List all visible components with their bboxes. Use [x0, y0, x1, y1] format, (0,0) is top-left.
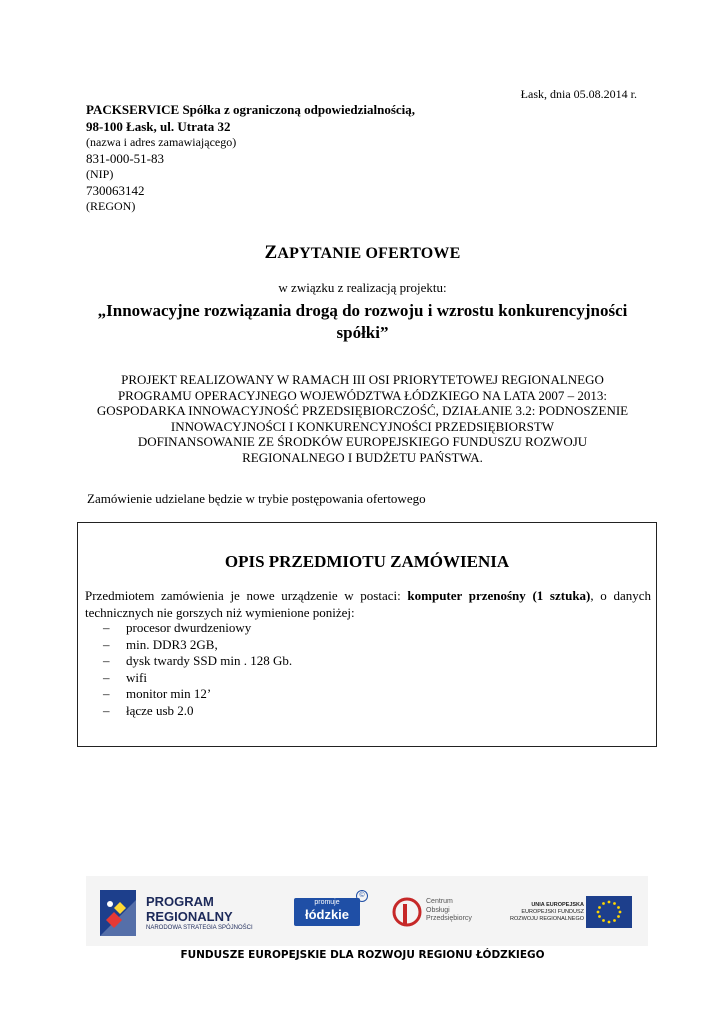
procedure-note: Zamówienie udzielane będzie w trybie postępowania ofertowego — [87, 491, 426, 506]
list-item — [103, 670, 292, 687]
eu-line-1: UNIA EUROPEJSKA — [531, 902, 584, 908]
dash-bullet: – — [103, 686, 110, 701]
centrum-line-2: Obsługi — [426, 906, 450, 914]
program-line: INNOWACYJNOŚCI I KONKURENCYJNOŚCI PRZEDSIĘBIORSTW — [170, 418, 555, 434]
registered-icon: © — [356, 890, 368, 902]
program-line-3: NARODOWA STRATEGIA SPÓJNOŚCI — [146, 925, 253, 931]
nip-value: 831-000-51-83 — [86, 151, 164, 166]
centrum-line-1: Centrum — [426, 898, 453, 905]
date-line: Łask, dnia 05.08.2014 r. — [520, 87, 637, 101]
document-title — [0, 242, 725, 264]
intro-text-end: , o danych technicznych nie gorszych niż wymienione poniżej: — [85, 588, 652, 620]
program-description — [75, 372, 650, 465]
footer-text: FUNDUSZE EUROPEJSKIE DLA ROZWOJU REGIONU ŁÓDZKIEGO — [180, 949, 545, 961]
list-item-text: min. DDR3 2GB, — [126, 636, 218, 652]
dash-bullet: – — [103, 702, 110, 718]
address-note: (nazwa i adres zamawiającego) — [86, 135, 237, 149]
program-regionalny-logo-icon — [100, 890, 136, 936]
box-intro — [85, 588, 651, 621]
company-name: PACKSERVICE Spółka z ograniczoną odpowiedzialnością, — [86, 102, 416, 117]
centrum-obslugi-logo-icon — [392, 896, 422, 928]
list-item — [103, 637, 292, 654]
box-title: OPIS PRZEDMIOTU ZAMÓWIENIA — [224, 552, 510, 571]
sender-block — [86, 101, 415, 214]
program-line-1: PROGRAM — [146, 894, 214, 909]
eu-flag-icon — [586, 896, 632, 928]
eu-line-3: ROZWOJU REGIONALNEGO — [510, 916, 584, 922]
list-item-text: monitor min 12’ — [126, 686, 212, 701]
eu-line-2: EUROPEJSKI FUNDUSZ — [521, 909, 584, 915]
list-item-text: dysk twardy SSD min . 128 Gb. — [126, 653, 293, 668]
dash-bullet: – — [103, 620, 110, 635]
program-line-2: REGIONALNY — [146, 909, 233, 924]
dash-bullet: – — [103, 669, 110, 685]
program-line: GOSPODARKA INNOWACYJNOŚĆ PRZEDSIĘBIORCZOŚĆ, DZIAŁANIE 3.2: PODNOSZENIE — [96, 403, 629, 418]
title-rest: APYTANIE OFERTOWE — [277, 245, 461, 262]
regon-label: (REGON) — [86, 199, 136, 213]
list-item-text: łącze usb 2.0 — [126, 702, 194, 718]
list-item — [103, 653, 292, 670]
promuje-text: promuje — [314, 899, 340, 906]
program-line: PROGRAMU OPERACYJNEGO WOJEWÓDZTWA ŁÓDZKIEGO NA LATA 2007 – 2013: — [117, 387, 608, 403]
program-line: REGIONALNEGO I BUDŻETU PAŃSTWA. — [242, 449, 483, 465]
dash-bullet: – — [103, 653, 110, 668]
list-item — [103, 703, 292, 720]
spec-list — [103, 620, 292, 719]
program-line: PROJEKT REALIZOWANY W RAMACH III OSI PRIORYTETOWEJ REGIONALNEGO — [121, 372, 604, 387]
subtitle: w związku z realizacją projektu: — [278, 280, 447, 295]
program-line: DOFINANSOWANIE ZE ŚRODKÓW EUROPEJSKIEGO FUNDUSZU ROZWOJU — [137, 434, 588, 449]
list-item — [103, 620, 292, 637]
company-address: 98-100 Łask, ul. Utrata 32 — [86, 119, 231, 134]
promuje-lodzkie-logo — [294, 898, 360, 926]
list-item-text: procesor dwurdzeniowy — [126, 620, 252, 635]
lodzkie-text: łódzkie — [304, 907, 350, 922]
dash-bullet: – — [103, 636, 110, 652]
logo-strip — [86, 876, 648, 946]
regon-value: 730063142 — [86, 183, 145, 198]
list-item-text: wifi — [126, 669, 147, 685]
project-name: „Innowacyjne rozwiązania drogą do rozwoju i wzrostu konkurencyjności spółki” — [97, 301, 628, 342]
centrum-line-3: Przedsiębiorcy — [426, 915, 472, 922]
nip-label: (NIP) — [86, 167, 114, 181]
list-item — [103, 686, 292, 703]
title-first-letter: Z — [264, 242, 278, 263]
intro-bold: komputer przenośny (1 sztuka) — [407, 588, 591, 603]
intro-text: Przedmiotem zamówienia je nowe urządzenie w postaci: — [85, 588, 408, 603]
